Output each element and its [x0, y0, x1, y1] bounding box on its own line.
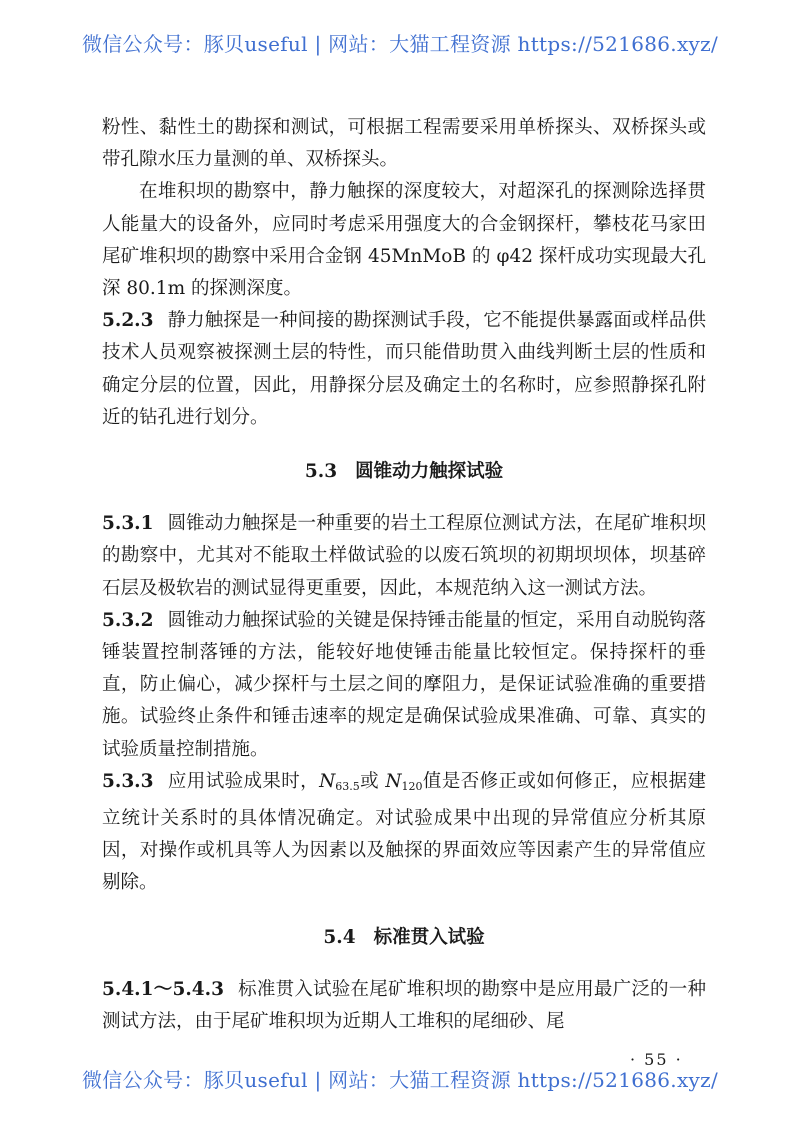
- variable-symbol: N: [385, 770, 402, 792]
- paragraph: 粉性、黏性土的勘探和测试，可根据工程需要采用单桥探头、双桥探头或带孔隙水压力量测的单、双桥探头。: [102, 117, 706, 171]
- page-number: · 55 ·: [630, 1050, 683, 1069]
- section-number: 5.3: [304, 461, 338, 483]
- clause-number: 5.2.3: [102, 310, 154, 332]
- section-number: 5.4: [323, 926, 356, 948]
- section-title: 标准贯入试验: [373, 926, 485, 948]
- variable-symbol: N: [319, 770, 336, 792]
- clause-text: 静力触探是一种间接的勘探测试手段，它不能提供暴露面或样品供技术人员观察被探测土层的特性，而只能借助贯入曲线判断土层的性质和确定分层的位置，因此，用静探分层及确定土的名称时，应参照静探孔附近的钻孔进行划分。: [102, 310, 706, 428]
- watermark-bottom: 微信公众号：豚贝useful | 网站：大猫工程资源 https://521686.xyz/: [81, 1068, 719, 1092]
- variable-subscript: 120: [401, 779, 423, 793]
- section-heading-5-4: [102, 922, 706, 954]
- clause-text: 标准贯入试验在尾矿堆积坝的勘察中是应用最广泛的一种测试方法，由于尾矿堆积坝为近期人工堆积的尾细砂、尾: [102, 978, 706, 1033]
- clause-number: 5.3.3: [102, 770, 154, 792]
- clause-text-mid: 或: [359, 770, 380, 792]
- clause-5-3-2: [102, 605, 706, 766]
- clause-5-3-3: [102, 766, 706, 900]
- clause-5-3-1: [102, 508, 706, 605]
- paragraph: 在堆积坝的勘察中，静力触探的深度较大，对超深孔的探测除选择贯人能量大的设备外，应同时考虑采用强度大的合金钢探杆，攀枝花马家田尾矿堆积坝的勘察中采用合金钢 45MnMoB 的 φ42 探杆成功实现最大孔深 80.1m 的探测深度。: [102, 181, 706, 300]
- clause-text: 圆锥动力触探试验的关键是保持锤击能量的恒定，采用自动脱钩落锤装置控制落锤的方法，能较好地使锤击能量比较恒定。保持探杆的垂直，防止偏心，减少探杆与土层之间的摩阻力，是保证试验准确的重要措施。试验终止条件和锤击速率的规定是确保试验成果准确、可靠、真实的试验质量控制措施。: [102, 609, 706, 760]
- variable-subscript: 63.5: [335, 779, 360, 793]
- clause-5-4-1: [102, 974, 706, 1038]
- watermark-top: 微信公众号：豚贝useful | 网站：大猫工程资源 https://521686.xyz/: [81, 32, 719, 56]
- clause-number: 5.3.1: [102, 513, 154, 535]
- variable-n120: [385, 771, 422, 792]
- section-heading-5-3: [102, 456, 706, 488]
- clause-5-2-3: [102, 305, 706, 434]
- clause-number: 5.4.1～5.4.3: [102, 978, 224, 1000]
- clause-number: 5.3.2: [102, 609, 154, 631]
- clause-text-pre: 应用试验成果时，: [167, 770, 320, 792]
- clause-text: 圆锥动力触探是一种重要的岩土工程原位测试方法，在尾矿堆积坝的勘察中，尤其对不能取土样做试验的以废石筑坝的初期坝坝体，坝基碎石层及极软岩的测试显得更重要，因此，本规范纳入这一测试方法。: [102, 513, 706, 599]
- variable-n63: [319, 771, 360, 792]
- clause-text-post: 值是否修正或如何修正，应根据建立统计关系时的具体情况确定。对试验成果中出现的异常值应分析其原因，对操作或机具等人为因素以及触探的界面效应等因素产生的异常值应剔除。: [102, 770, 706, 894]
- page-body: [102, 112, 706, 1038]
- section-title: 圆锥动力触探试验: [355, 461, 504, 483]
